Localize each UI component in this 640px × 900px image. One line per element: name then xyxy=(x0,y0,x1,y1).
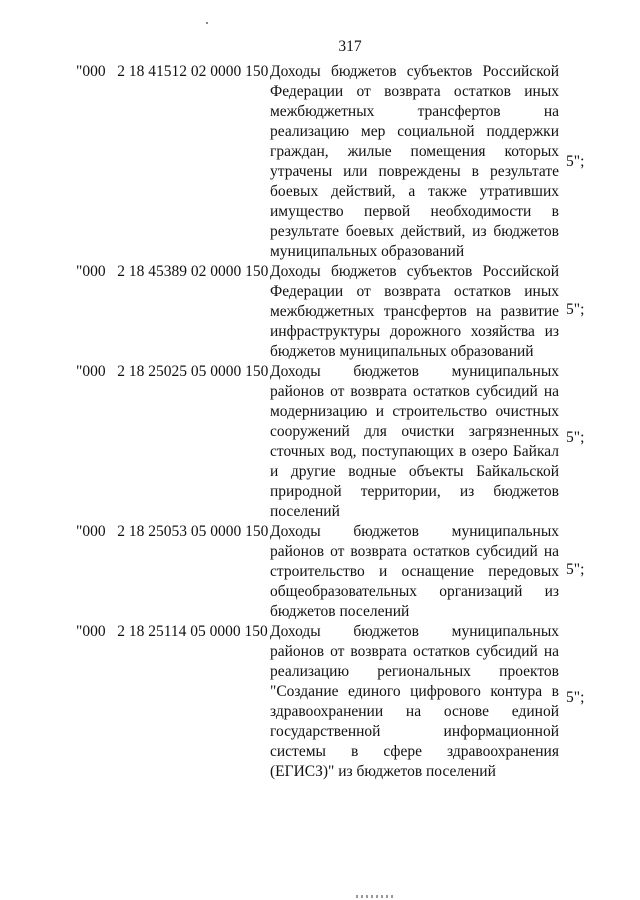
budget-description: Доходы бюджетов субъектов Российской Федерации от возврата остатков иных межбюджетных трансфертов на реализацию мер социальной поддержки граждан, жилые помещения которых утрачены или повреждены в результате боевых действий, а также утративших имущество первой необходимости в результате боевых действий, из бюджетов муниципальных образований xyxy=(270,63,559,260)
budget-description: Доходы бюджетов муниципальных районов от возврата остатков субсидий на реализацию региональных проектов "Создание единого цифрового контура в здравоохранении на основе единой государственной информационной системы в сфере здравоохранения (ЕГИСЗ)" из бюджетов поселений xyxy=(270,623,559,780)
classification-table xyxy=(0,62,640,782)
budget-description: Доходы бюджетов муниципальных районов от возврата остатков субсидий на строительство и оснащение передовых общеобразовательных организаций из бюджетов поселений xyxy=(270,523,559,620)
budget-code: "000 2 18 25053 05 0000 150 xyxy=(76,523,269,540)
budget-code: "000 2 18 25025 05 0000 150 xyxy=(76,363,269,380)
scan-speck xyxy=(206,22,208,24)
budget-description: Доходы бюджетов муниципальных районов от возврата остатков субсидий на модернизацию и строительство очистных сооружений для очистки загрязненных сточных вод, поступающих в озеро Байкал и другие водные объекты Байкальской природной территории, из бюджетов поселений xyxy=(270,363,559,520)
row-suffix: 5"; xyxy=(566,153,585,170)
scan-artifact xyxy=(356,895,396,898)
row-suffix: 5"; xyxy=(566,689,585,706)
budget-description: Доходы бюджетов субъектов Российской Федерации от возврата остатков иных межбюджетных трансфертов на развитие инфраструктуры дорожного хозяйства из бюджетов муниципальных образований xyxy=(270,263,559,360)
table-row xyxy=(0,362,640,522)
budget-code: "000 2 18 41512 02 0000 150 xyxy=(76,63,269,80)
budget-code: "000 2 18 45389 02 0000 150 xyxy=(76,263,269,280)
row-suffix: 5"; xyxy=(566,301,585,318)
table-row xyxy=(0,522,640,622)
table-row xyxy=(0,622,640,782)
row-suffix: 5"; xyxy=(566,561,585,578)
table-row xyxy=(0,262,640,362)
page-number: 317 xyxy=(338,38,362,55)
budget-code: "000 2 18 25114 05 0000 150 xyxy=(76,623,268,640)
row-suffix: 5"; xyxy=(566,429,585,446)
table-row xyxy=(0,62,640,262)
